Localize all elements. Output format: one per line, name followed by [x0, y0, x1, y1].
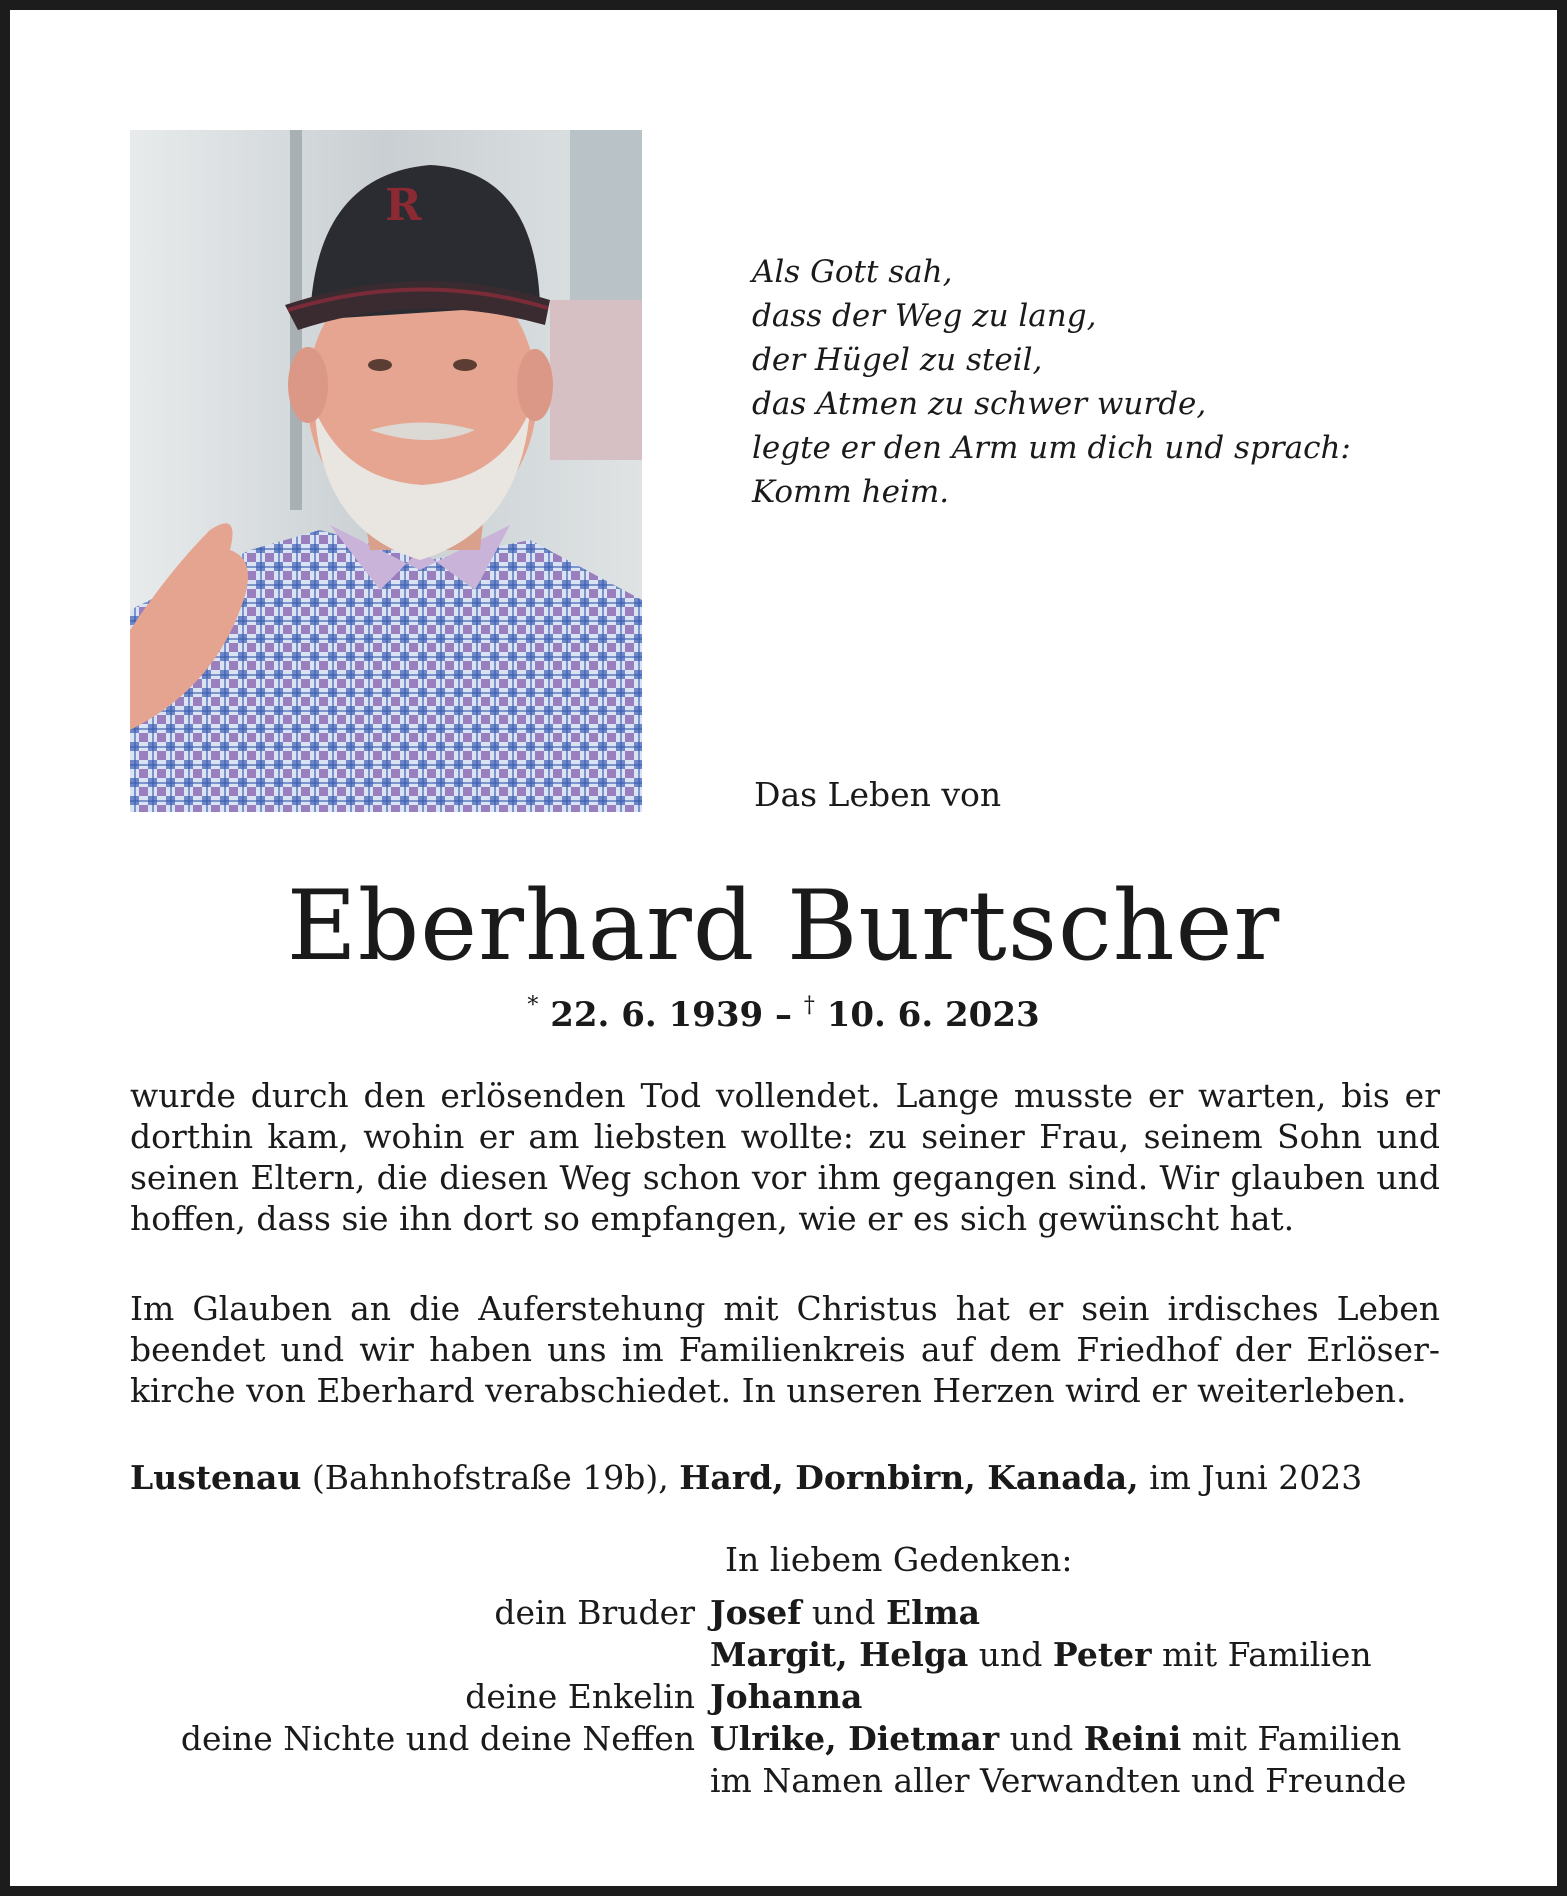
relation-label: deine Nichte und deine Neffen: [180, 1719, 695, 1758]
relation-label: [130, 1760, 710, 1802]
memorial-row: [130, 1592, 1470, 1634]
intro-text: Das Leben von: [754, 775, 1002, 814]
connector-text: mit Familien: [1151, 1635, 1372, 1674]
address: (Bahnhofstraße 19b),: [311, 1458, 669, 1497]
connector-text: mit Familien: [1181, 1719, 1402, 1758]
birth-symbol: *: [527, 993, 539, 1018]
memorial-row: [130, 1760, 1470, 1802]
mourner-names: [710, 1592, 980, 1634]
memorial-heading: In liebem Gedenken:: [725, 1540, 1073, 1579]
mourner-names: [710, 1634, 1372, 1676]
connector-text: und: [968, 1635, 1053, 1674]
poem-line: das Atmen zu schwer wurde,: [752, 386, 1207, 422]
relation-label: dein Bruder: [494, 1593, 695, 1632]
deceased-name: Eberhard Burtscher: [286, 870, 1281, 982]
mourner-names: [710, 1718, 1401, 1760]
poem-line: der Hügel zu steil,: [752, 342, 1043, 378]
other-towns: Hard, Dornbirn, Kanada,: [679, 1458, 1139, 1497]
mourner-name: Ulrike, Dietmar: [710, 1719, 1000, 1758]
life-dates: [0, 993, 1567, 1035]
town: Lustenau: [130, 1458, 302, 1497]
death-symbol: †: [803, 993, 815, 1018]
poem-line: Als Gott sah,: [752, 254, 953, 290]
memorial-row: [130, 1634, 1470, 1676]
mourner-name: Josef: [710, 1593, 802, 1632]
place-date-line: [130, 1458, 1362, 1497]
paragraph: Im Glauben an die Auferstehung mit Christus hat er sein irdisches Leben beendet und wir haben uns im Familienkreis auf dem Friedhof der Erlöserkirche von Eberhard verabschiedet. In unseren Herzen wird er weiterleben.: [130, 1289, 1440, 1410]
mourner-name: Johanna: [710, 1677, 863, 1716]
connector-text: im Namen aller Verwandten und Freunde: [710, 1761, 1407, 1800]
place-date: im Juni 2023: [1149, 1458, 1363, 1497]
poem: [752, 250, 1351, 514]
date-separator: –: [775, 995, 792, 1035]
death-date: 10. 6. 2023: [826, 995, 1040, 1035]
mourner-name: Elma: [886, 1593, 981, 1632]
mourner-name: Reini: [1083, 1719, 1182, 1758]
mourner-names: [710, 1760, 1406, 1802]
cap-logo: R: [385, 180, 422, 231]
memorial-row: [130, 1718, 1470, 1760]
birth-date: 22. 6. 1939: [550, 995, 764, 1035]
paragraph: wurde durch den erlösenden Tod vollendet. Lange musste er warten, bis er dorthin kam, wohin er am liebsten wollte: zu seiner Frau, seinem Sohn und seinen Eltern, die diesen Weg schon vor ihm gegangen sind. Wir glauben und hoffen, dass sie ihn dort so empfangen, wie er es sich gewünscht hat.: [130, 1076, 1440, 1238]
relation-label: deine Enkelin: [465, 1677, 695, 1716]
connector-text: und: [801, 1593, 887, 1632]
mourner-name: Peter: [1052, 1635, 1152, 1674]
portrait-photo: [130, 130, 642, 812]
mourner-names: [710, 1676, 862, 1718]
poem-line: legte er den Arm um dich und sprach:: [752, 430, 1351, 466]
relation-label: [130, 1634, 710, 1676]
mourner-name: Margit, Helga: [710, 1635, 969, 1674]
poem-line: dass der Weg zu lang,: [752, 298, 1097, 334]
memorial-row: [130, 1676, 1470, 1718]
memorial-list: [130, 1592, 1470, 1802]
poem-line: Komm heim.: [752, 474, 950, 510]
connector-text: und: [999, 1719, 1084, 1758]
